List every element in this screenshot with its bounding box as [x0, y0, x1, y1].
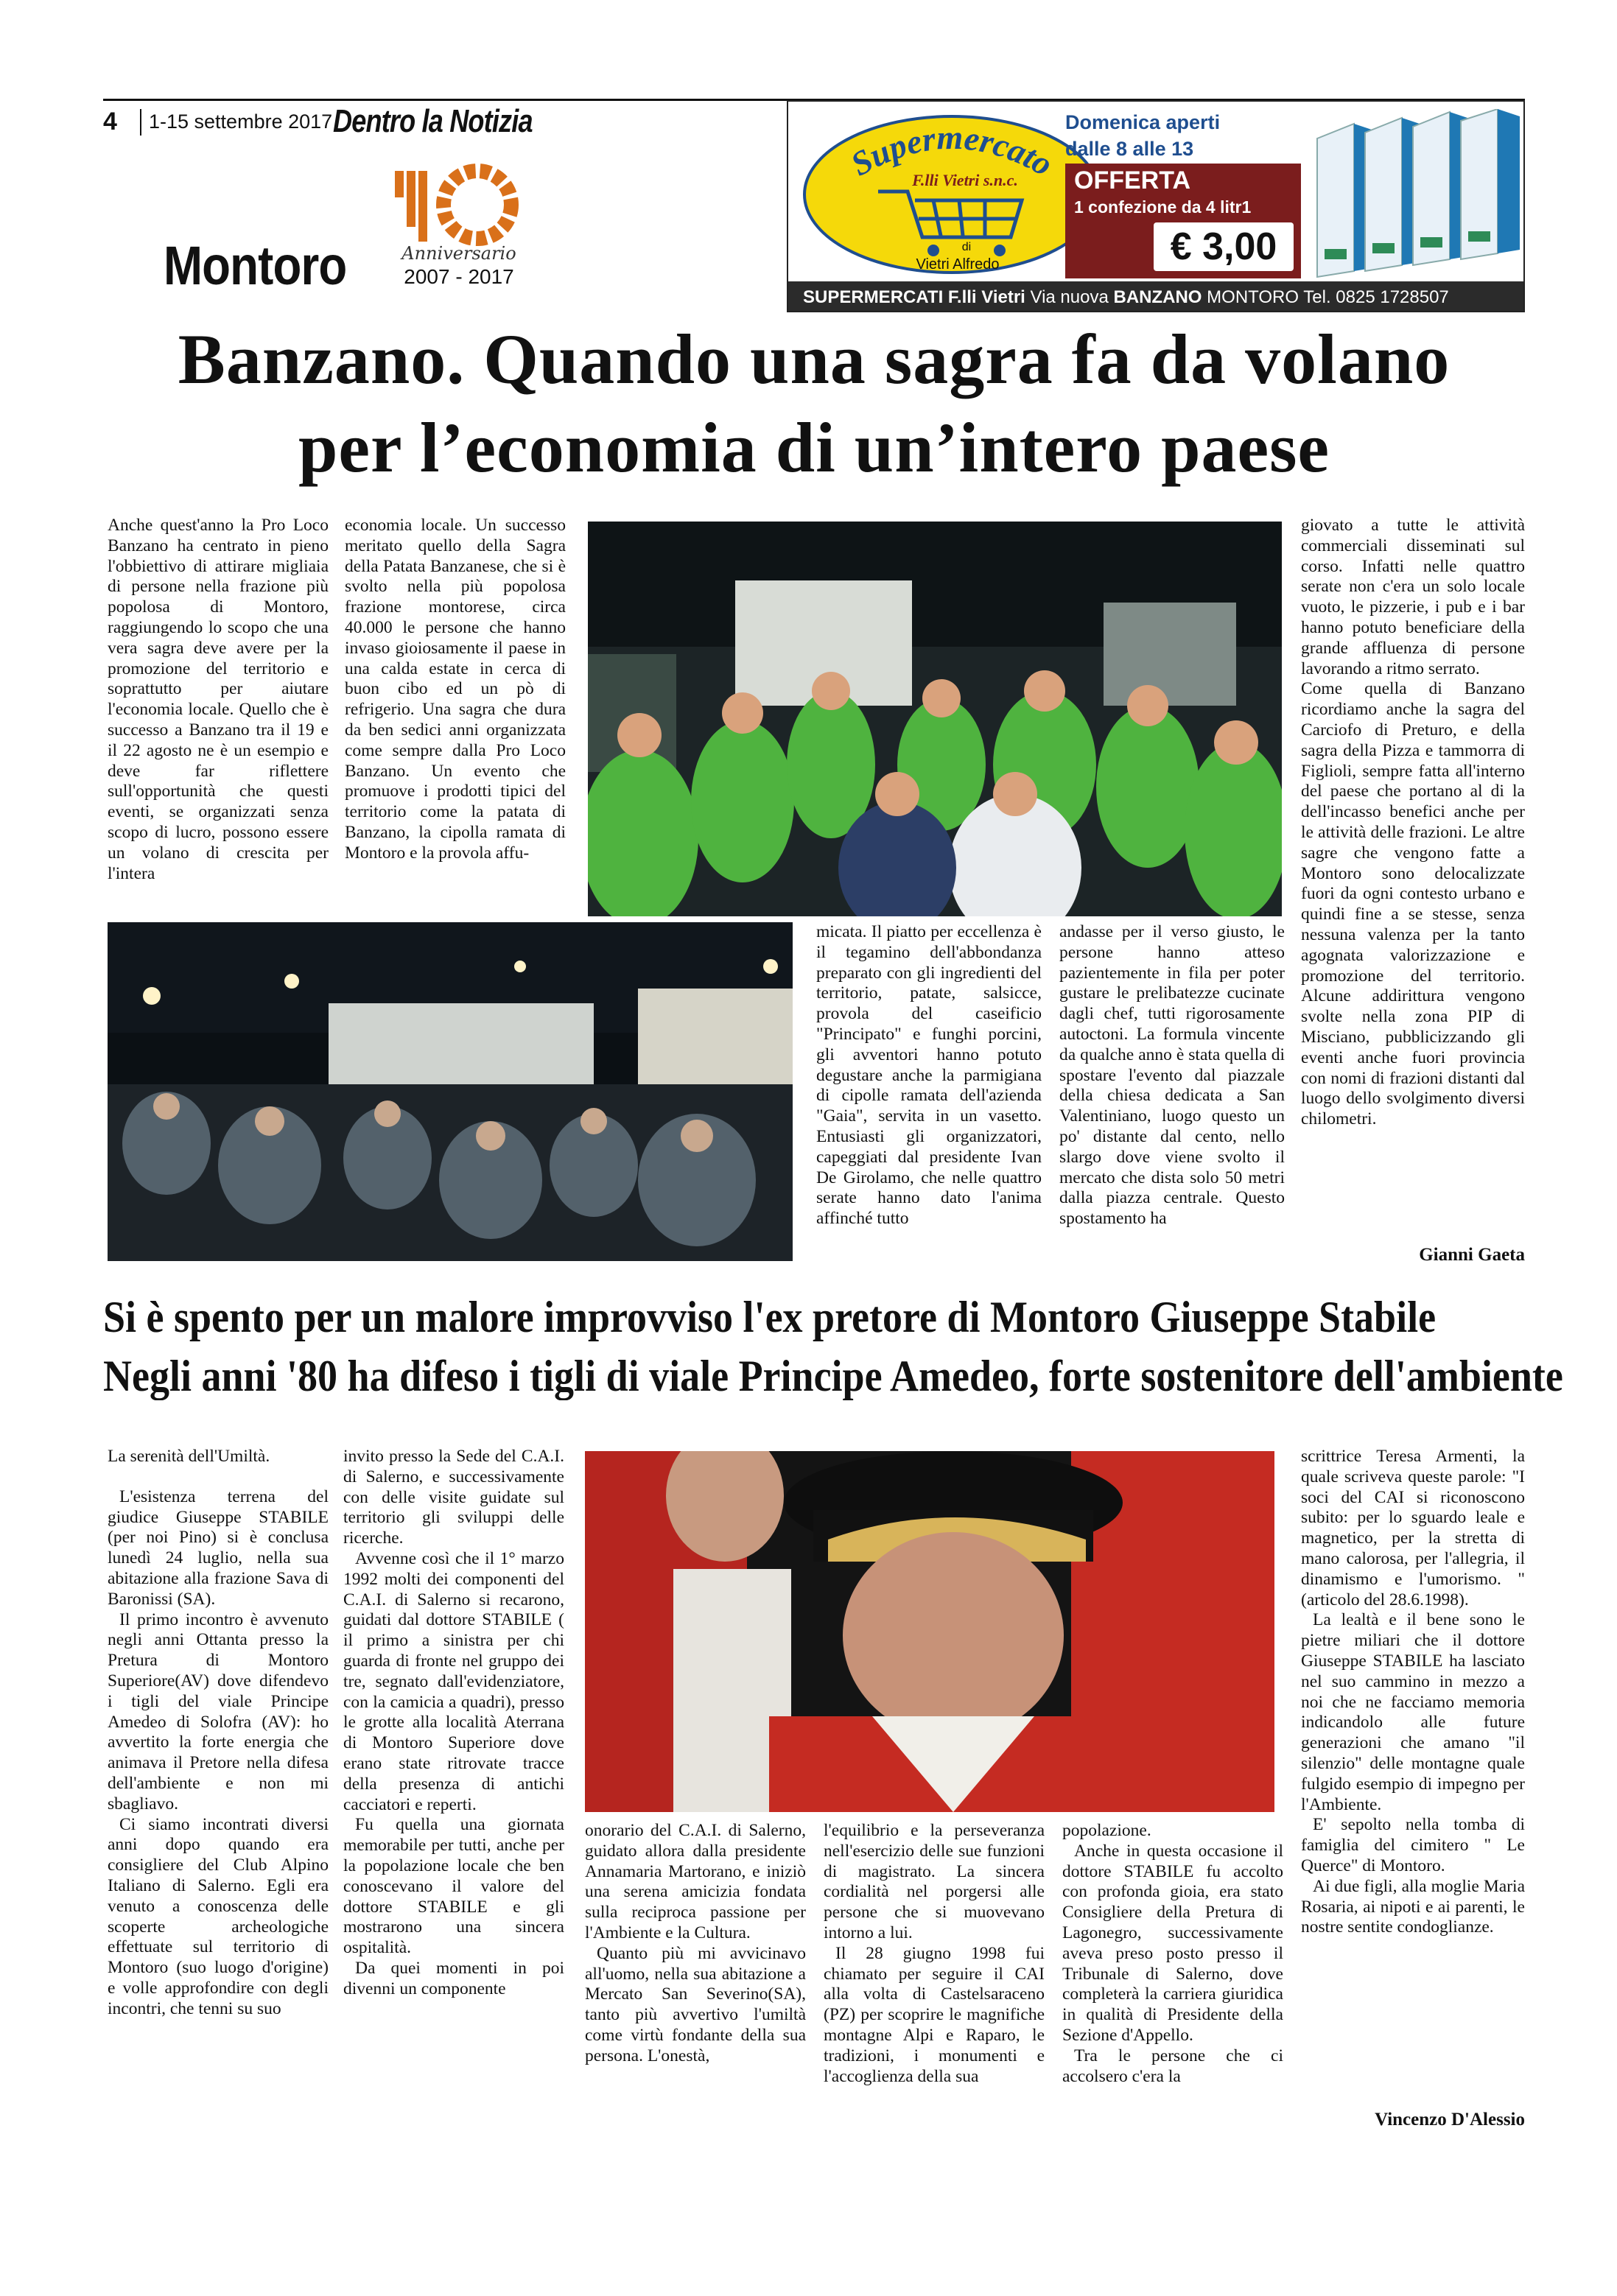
volunteers-group-photo	[588, 522, 1282, 916]
logo-name: Supermercato	[844, 118, 1059, 183]
article2-col2-paragraph-2: Avvenne così che il 1° marzo 1992 molti dei componenti del C.A.I. di Salerno si recarono, guidati dal dottore STABILE ( il primo a sinistra per chi guarda di fronte nel gruppo dei tre, segnato dall'evidenziatore, con la camicia a quadri), presso le grotte alla località Aterrana di Montoro Superiore dove erano state ritrovate tracce della presenza di antichi cacciatori e reperti.	[343, 1548, 564, 1814]
article1-column-4	[1059, 922, 1285, 1263]
article2-col1-paragraph-1: La serenità dell'Umiltà.	[108, 1447, 270, 1466]
article2-col1-paragraph-4: Ci siamo incontrati diversi anni dopo quando era consigliere del Club Alpino Italiano di Salerno. Egli era venuto a conoscenza delle scoperte archeologiche effettuate sul territorio di Montoro (suo luogo d'origine) e volle approfondire con degli incontri, che tenni su suo	[108, 1814, 329, 2018]
article2-col6-paragraph-4: Ai due figli, alla moglie Maria Rosaria, ai nipoti e ai parenti, le nostre sentite condoglianze.	[1301, 1876, 1525, 1937]
offer-description: 1 confezione da 4 litr1	[1074, 197, 1252, 217]
ad-address-phone: MONTORO Tel. 0825 1728507	[1202, 287, 1449, 307]
anniversary-script: Anniversario	[401, 243, 516, 264]
article1-col5-paragraph-1: giovato a tutte le attività commerciali disseminati sul corso. Infatti nelle quattro serate non c'era un solo locale vuoto, le pizzerie, i pub e i bar hanno potuto beneficiare della grande affluenza di persone lavorando a ritmo serrato.	[1301, 516, 1525, 678]
article2-col5-paragraph-2: Anche in questa occasione il dottore STABILE fu accolto con profonda gioia, era stato Consigliere della Pretura di Lagonegro, successivamente aveva preso posto presso il Tribunale di Salerno, dove completerà la carriera giuridica in qualità di Presidente della Sezione d'Appello.	[1062, 1841, 1283, 2045]
article2-byline: Vincenzo D'Alessio	[1375, 2110, 1525, 2130]
article2-column-2	[343, 1447, 564, 2260]
article2-col4-paragraph-2: Il 28 giugno 1998 fui chiamato per seguire il CAI alla volta di Castelsaraceno (PZ) per scoprire le magnifiche montagne Alpi e Raparo, le tradizioni, i monumenti e l'accoglienza della sua	[824, 1943, 1045, 2086]
newspaper-brand: Dentro la Notizia	[333, 103, 533, 139]
supermarket-ad[interactable]	[787, 100, 1525, 312]
article1-column-1	[108, 516, 329, 902]
article2-col1-paragraph-3: Il primo incontro è avvenuto negli anni Ottanta presso la Pretura di Montoro Superiore(AV) dove difendevo i tigli del viale Principe Amedeo di Solofra (AV): ho avvertito la forte energia che animava il Pretore nella difesa dell'ambiente e non mi sbagliavo.	[108, 1609, 329, 1814]
offer-price: € 3,00	[1154, 222, 1294, 271]
article2-column-6	[1301, 1447, 1525, 2124]
article2-col5-paragraph-1: popolazione.	[1062, 1821, 1151, 1840]
logo-di: di	[961, 241, 972, 253]
article2-col1-paragraph-2: L'esistenza terrena del giudice Giuseppe STABILE (per noi Pino) si è conclusa lunedì 24 luglio, nella sua abitazione alla frazione Sava di Baronissi (SA).	[108, 1486, 329, 1609]
supermarket-logo	[797, 112, 1106, 277]
article2-col3-paragraph-2: Quanto più mi avvicinavo all'uomo, nella sua abitazione a Mercato San Severino(SA), tanto più avvertivo l'umiltà come virtù fondante della sua persona. L'onestà,	[585, 1943, 806, 2065]
opening-times: dalle 8 alle 13	[1065, 138, 1194, 160]
page-number: 4	[103, 108, 117, 136]
offer-title: OFFERTA	[1074, 166, 1191, 194]
article2-headline	[103, 1288, 1563, 1405]
ad-address-street: Via nuova	[1025, 287, 1114, 307]
ad-address-bar	[788, 281, 1525, 312]
opening-hours	[1065, 109, 1301, 162]
article2-col4-paragraph-1: l'equilibrio e la perseveranza nell'esercizio delle sue funzioni di magistrato. La sincera cordialità nel porgersi alle persone che si muovevano intorno a lui.	[824, 1821, 1045, 1942]
article2-col6-paragraph-2: La lealtà e il bene sono le pietre miliari che il dottore Giuseppe STABILE ha lasciato nel suo cammino in mezzo a noi che ne facciamo memoria indicandolo alle future generazioni che amano "il silenzio" delle montagne quale fulgido esempio di impegno per l'Ambiente.	[1301, 1610, 1525, 1814]
section-title: Montoro	[164, 235, 347, 296]
article1-column-5	[1301, 516, 1525, 1245]
milk-cartons-image	[1310, 109, 1523, 278]
sagra-crowd-photo	[108, 922, 793, 1261]
article2-col2-paragraph-4: Da quei momenti in poi divenni un componente	[343, 1958, 564, 1998]
article2-col6-paragraph-1: scrittrice Teresa Armenti, la quale scriveva queste parole: "I soci del CAI si riconoscono subito: per lo sguardo leale e magnetico, per la stretta di mano calorosa, per l'allegria, il dinamismo e l'umorismo. " (articolo del 28.6.1998).	[1301, 1447, 1525, 1609]
article2-col2-paragraph-3: Fu quella una giornata memorabile per tutti, anche per la popolazione locale che ben conoscevano il valore del dottore STABILE e gli mostrarono una sincera ospitalità.	[343, 1815, 564, 1958]
article2-col5-paragraph-3: Tra le persone che ci accolsero c'era la	[1062, 2046, 1283, 2086]
article1-col1-text: Anche quest'anno la Pro Loco Banzano ha centrato in pieno l'obbiettivo di attirare migliaia di persone nella frazione più popolosa di Montoro, raggiungendo lo scopo che una vera sagra deve avere per la promozione del territorio e soprattutto per aiutare l'economia locale. Quello che è successo a Banzano tra il 19 e il 22 agosto ne è un esempio e deve far riflettere sull'opportunità che questi eventi, se organizzati senza scopo di lucro, possono essere un volano di crescita per l'intera	[108, 516, 329, 883]
ad-address-brand: SUPERMERCATI F.lli Vietri	[803, 287, 1025, 307]
article1-column-2	[345, 516, 566, 902]
article2-col2-paragraph-1: invito presso la Sede del C.A.I. di Salerno, e successivamente con delle visite guidate sul territorio gli sviluppi delle ricerche.	[343, 1447, 564, 1548]
article2-headline-line1: Si è spento per un malore improvviso l'ex pretore di Montoro Giuseppe Stabile	[103, 1293, 1437, 1341]
article1-headline	[103, 315, 1525, 492]
article1-headline-line2: per l’economia di un’intero paese	[298, 408, 1330, 487]
article2-column-4	[824, 1821, 1045, 2260]
article2-headline-line2: Negli anni '80 ha difeso i tigli di viale Principe Amedeo, forte sostenitore dell'ambiente	[103, 1352, 1563, 1400]
article1-headline-line1: Banzano. Quando una sagra fa da volano	[178, 320, 1451, 399]
header-separator	[140, 109, 141, 136]
offer-box	[1065, 164, 1301, 278]
article1-column-3	[816, 922, 1042, 1263]
article1-byline: Gianni Gaeta	[1419, 1245, 1525, 1265]
opening-days: Domenica aperti	[1065, 111, 1221, 133]
article2-col6-paragraph-3: E' sepolto nella tomba di famiglia del cimitero " Le Querce" di Montoro.	[1301, 1815, 1525, 1875]
article2-column-1	[108, 1447, 329, 2260]
logo-owner: Vietri Alfredo	[916, 256, 1000, 273]
article2-col3-paragraph-1: onorario del C.A.I. di Salerno, guidato allora dalla presidente Annamaria Martorano, e iniziò una serena amicizia fondata sulla reciproca passione per l'Ambiente e la Cultura.	[585, 1821, 806, 1942]
article1-col3-text: micata. Il piatto per eccellenza è il tegamino dell'abbondanza preparato con gli ingredienti del territorio, patate, salsicce, provola del caseificio "Principato" e funghi porcini, gli avventori hanno potuto degustare anche la parmigiana di cipolle ramata dell'azienda "Gaia", servita in un vasetto. Entusiasti gli organizzatori, capeggiati dal presidente Ivan De Girolamo, che nelle quattro serate hanno dato l'anima affinché tutto	[816, 922, 1042, 1229]
issue-date: 1-15 settembre 2017	[149, 110, 333, 133]
article1-col4-text: andasse per il verso giusto, le persone hanno atteso pazientemente in fila per poter gustare le prelibatezze cucinate dagli chef, tutti rigorosamente autoctoni. La formula vincente da qualche anno è stata quella di spostare l'evento dal piazzale della chiesa dedicata a San Valentiniano, luogo questo un po' distante dal cento, nello slargo dove viene svolto il mercato che dista solo 50 metri dalla piazza centrale. Questo spostamento ha	[1059, 922, 1285, 1229]
ad-address-town: BANZANO	[1113, 287, 1202, 307]
judge-stabile-photo	[585, 1451, 1274, 1812]
anniversary-years: 2007 - 2017	[404, 265, 514, 288]
logo-company: F.lli Vietri s.n.c.	[912, 171, 1018, 189]
article1-col2-text: economia locale. Un successo meritato quello della Sagra della Patata Banzanese, che si è svolto nella più popolosa frazione montorese, circa 40.000 le persone che hanno invaso gioiosamente il paese in una calda estate in cerca di buon cibo ed un pò di refrigerio. Una sagra che dura da ben sedici anni organizzata come sempre dalla Pro Loco Banzano. Un evento che promuove i prodotti tipici del territorio come la patata di Banzano, la cipolla ramata di Montoro e la provola affu-	[345, 516, 566, 863]
article1-col5-paragraph-2: Come quella di Banzano ricordiamo anche la sagra del Carciofo di Preturo, e della sagra della Pizza e tammorra di Figlioli, sempre fatta all'interno del paese che portano al di la dell'incasso benefici anche per le attività delle frazioni. Le altre sagre che vengono fatte a Montoro sono delocalizzate fuori da ogni contesto urbano e quindi fine a se stesse, senza nessuna valenza per la tanto agognata valorizzazione e promozione del territorio. Alcune addirittura vengono svolte nella zona PIP di Misciano, pubblicizzando gli eventi anche fuori provincia con nomi di frazioni distanti dal luogo dello svolgimento diversi chilometri.	[1301, 679, 1525, 1129]
article2-column-5	[1062, 1821, 1283, 2260]
article2-column-3	[585, 1821, 806, 2260]
